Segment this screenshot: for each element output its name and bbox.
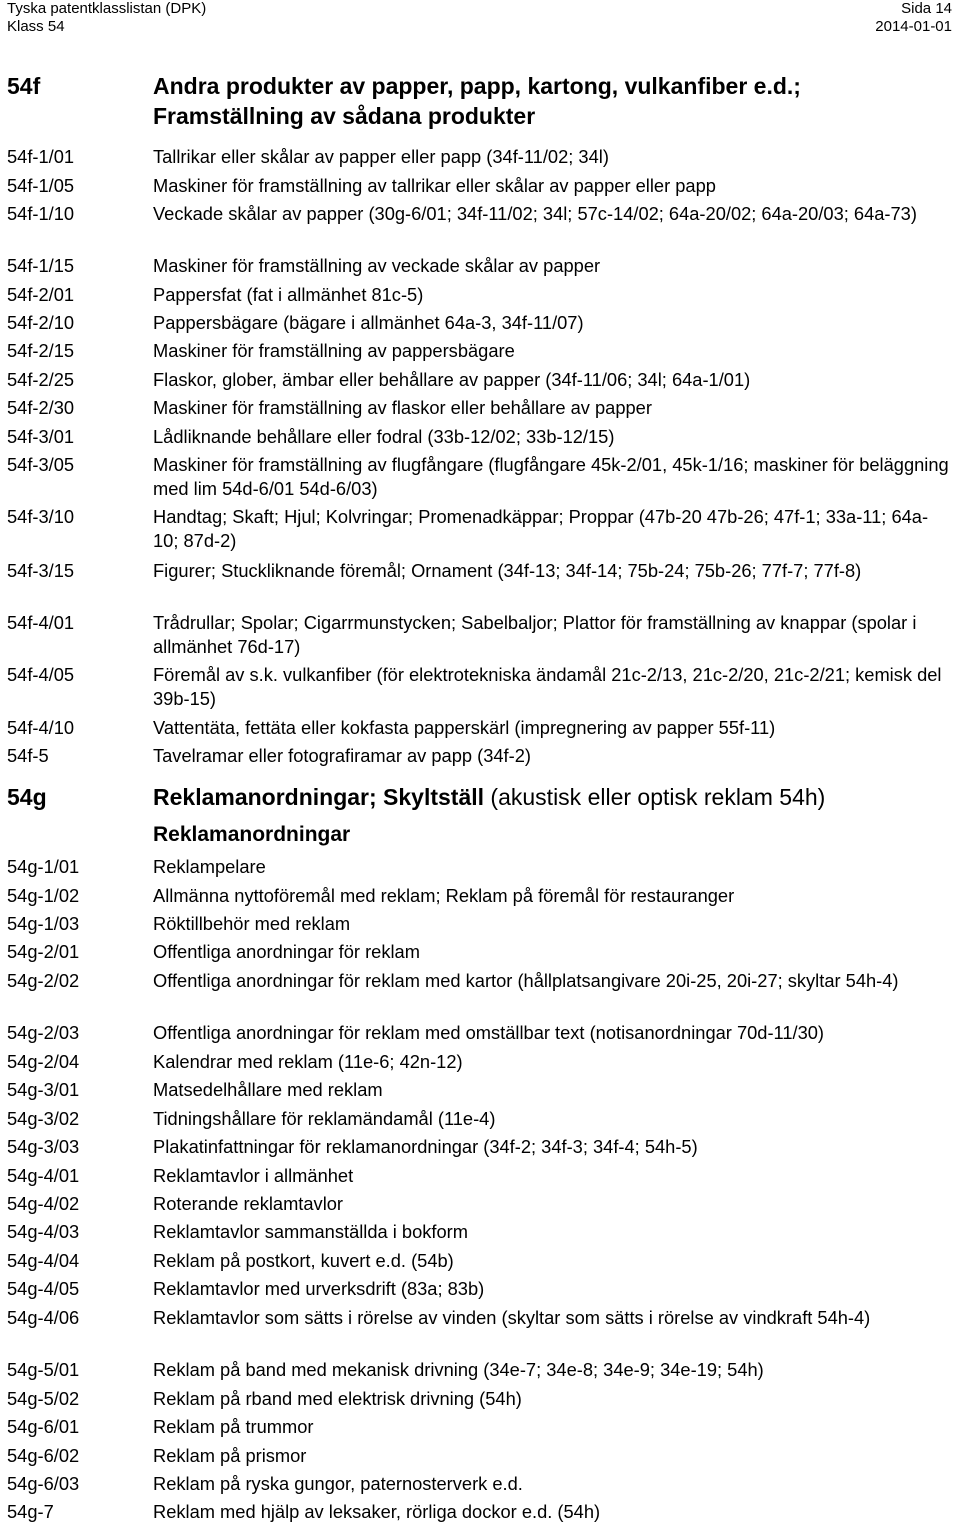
entry-text: Tavelramar eller fotografiramar av papp (34f-2): [153, 745, 531, 766]
entry-text: Tallrikar eller skålar av papper eller papp (34f-11/02; 34l): [153, 146, 609, 167]
entry-code: 54g-3/02: [7, 1108, 80, 1129]
entry-text: Pappersfat (fat i allmänhet 81c-5): [153, 284, 424, 305]
entry-text: Reklam på trummor: [153, 1416, 314, 1437]
entry-code: 54f-3/01: [7, 426, 75, 447]
entry-code: 54f-2/01: [7, 284, 75, 305]
entry-text: Offentliga anordningar för reklam med kartor (hållplatsangivare 20i-25, 20i-27; skyltar 54h-4): [153, 970, 899, 991]
entry-code: 54f-4/10: [7, 717, 75, 738]
entry-code: 54f-1/10: [7, 203, 75, 224]
entry-code: 54g-4/05: [7, 1278, 80, 1299]
entry-code: 54g-2/04: [7, 1051, 80, 1072]
entry-text: Plakatinfattningar för reklamanordningar (34f-2; 34f-3; 34f-4; 54h-5): [153, 1136, 698, 1157]
section-title-rest: (akustisk eller optisk reklam 54h): [484, 784, 826, 810]
entry-code: 54f-1/01: [7, 146, 75, 167]
entry-text: Reklamtavlor sammanställda i bokform: [153, 1221, 468, 1242]
entry-text: Reklamtavlor i allmänhet: [153, 1165, 354, 1186]
entry-code: 54f-2/15: [7, 340, 75, 361]
entry-text: Maskiner för framställning av tallrikar eller skålar av papper eller papp: [153, 175, 716, 196]
entry-text: Reklam på rband med elektrisk drivning (54h): [153, 1388, 522, 1409]
entry-code: 54f-4/01: [7, 612, 75, 633]
entry-code: 54g-6/03: [7, 1473, 80, 1494]
entry-text: Reklamtavlor med urverksdrift (83a; 83b): [153, 1278, 485, 1299]
entry-text: Offentliga anordningar för reklam med omställbar text (notisanordningar 70d-11/30): [153, 1022, 825, 1043]
entry-code: 54g-4/02: [7, 1193, 80, 1214]
entry-code: 54f-3/10: [7, 506, 75, 527]
entry-text: Allmänna nyttoföremål med reklam; Reklam på föremål för restauranger: [153, 885, 735, 906]
entry-text: Tidningshållare för reklamändamål (11e-4): [153, 1108, 496, 1129]
entry-text: Reklam med hjälp av leksaker, rörliga dockor e.d. (54h): [153, 1501, 601, 1522]
entry-code: 54g-4/01: [7, 1165, 80, 1186]
entry-text: Handtag; Skaft; Hjul; Kolvringar; Promenadkäppar; Proppar (47b-20 47b-26; 47f-1; 33a-11; 64a-10; 87d-2): [153, 506, 929, 551]
entry-text: Reklampelare: [153, 856, 266, 877]
entry-text: Kalendrar med reklam (11e-6; 42n-12): [153, 1051, 463, 1072]
entry-text: Reklam på prismor: [153, 1445, 307, 1466]
entry-code: 54f-1/05: [7, 175, 75, 196]
entry-code: 54g-3/03: [7, 1136, 80, 1157]
document-title: Tyska patentklasslistan (DPK): [7, 0, 207, 17]
entry-code: 54f-4/05: [7, 664, 75, 685]
entry-code: 54g-2/01: [7, 941, 80, 962]
entry-text: Roterande reklamtavlor: [153, 1193, 344, 1214]
entry-code: 54g-5/02: [7, 1388, 80, 1409]
entry-code: 54f-3/05: [7, 454, 75, 475]
entry-text: Figurer; Stuckliknande föremål; Ornament (34f-13; 34f-14; 75b-24; 75b-26; 77f-7; 77f-8): [153, 560, 862, 581]
document-date: 2014-01-01: [875, 18, 952, 35]
entry-code: 54f-5: [7, 745, 49, 766]
entry-code: 54g-2/02: [7, 970, 80, 991]
entry-text: Lådliknande behållare eller fodral (33b-12/02; 33b-12/15): [153, 426, 615, 447]
entry-code: 54g-7: [7, 1501, 54, 1522]
entry-text: Flaskor, glober, ämbar eller behållare av papper (34f-11/06; 34l; 64a-1/01): [153, 369, 751, 390]
entry-text: Maskiner för framställning av veckade skålar av papper: [153, 255, 601, 276]
section-title-54g: [153, 782, 825, 812]
entry-text: Föremål av s.k. vulkanfiber (för elektrotekniska ändamål 21c-2/13, 21c-2/20, 21c-2/21; kemisk del 39b-15): [153, 664, 942, 709]
entry-code: 54g-1/01: [7, 856, 80, 877]
entry-code: 54f-2/10: [7, 312, 75, 333]
entry-code: 54f-2/25: [7, 369, 75, 390]
entry-text: Trådrullar; Spolar; Cigarrmunstycken; Sabelbaljor; Plattor för framställning av knappar (spolar i allmänhet 76d-17): [153, 612, 917, 657]
entry-code: 54f-3/15: [7, 560, 75, 581]
entry-code: 54g-1/02: [7, 885, 80, 906]
entry-text: Reklam på band med mekanisk drivning (34e-7; 34e-8; 34e-9; 34e-19; 54h): [153, 1359, 764, 1380]
entry-code: 54g-4/03: [7, 1221, 80, 1242]
entry-text: Pappersbägare (bägare i allmänhet 64a-3, 34f-11/07): [153, 312, 584, 333]
entry-text: Reklam på ryska gungor, paternosterverk e.d.: [153, 1473, 523, 1494]
entry-text: Maskiner för framställning av flugfångare (flugfångare 45k-2/01, 45k-1/16; maskiner för beläggning med lim 54d-6/01 54d-6/03): [153, 454, 949, 499]
entry-text: Offentliga anordningar för reklam: [153, 941, 420, 962]
entry-text: Matsedelhållare med reklam: [153, 1079, 383, 1100]
page-number: Sida 14: [901, 0, 952, 17]
section-title-bold: Reklamanordningar; Skyltställ: [153, 784, 485, 810]
subheading: Reklamanordningar: [153, 823, 351, 846]
entry-code: 54f-2/30: [7, 397, 75, 418]
entry-code: 54g-2/03: [7, 1022, 80, 1043]
class-label: Klass 54: [7, 18, 65, 35]
entry-code: 54f-1/15: [7, 255, 75, 276]
entry-text: Maskiner för framställning av flaskor eller behållare av papper: [153, 397, 652, 418]
entry-text: Röktillbehör med reklam: [153, 913, 351, 934]
entry-text: Veckade skålar av papper (30g-6/01; 34f-11/02; 34l; 57c-14/02; 64a-20/02; 64a-20/03; 64a-73): [153, 203, 917, 224]
entry-code: 54g-1/03: [7, 913, 80, 934]
entry-code: 54g-4/06: [7, 1307, 80, 1328]
entry-code: 54g-4/04: [7, 1250, 80, 1271]
entry-code: 54g-3/01: [7, 1079, 80, 1100]
entry-code: 54g-6/02: [7, 1445, 80, 1466]
section-title-line1: Andra produkter av papper, papp, kartong, vulkanfiber e.d.;: [153, 73, 801, 99]
section-code-54g: 54g: [7, 784, 47, 810]
entry-text: Vattentäta, fettäta eller kokfasta papperskärl (impregnering av papper 55f-11): [153, 717, 776, 738]
section-title-54f: [153, 71, 801, 131]
entry-code: 54g-5/01: [7, 1359, 80, 1380]
entry-text: Reklamtavlor som sätts i rörelse av vinden (skyltar som sätts i rörelse av vindkraft 54h-4): [153, 1307, 871, 1328]
section-code-54f: 54f: [7, 73, 41, 99]
entry-text: Maskiner för framställning av pappersbägare: [153, 340, 515, 361]
section-title-line2: Framställning av sådana produkter: [153, 103, 536, 129]
entry-text: Reklam på postkort, kuvert e.d. (54b): [153, 1250, 454, 1271]
entry-code: 54g-6/01: [7, 1416, 80, 1437]
